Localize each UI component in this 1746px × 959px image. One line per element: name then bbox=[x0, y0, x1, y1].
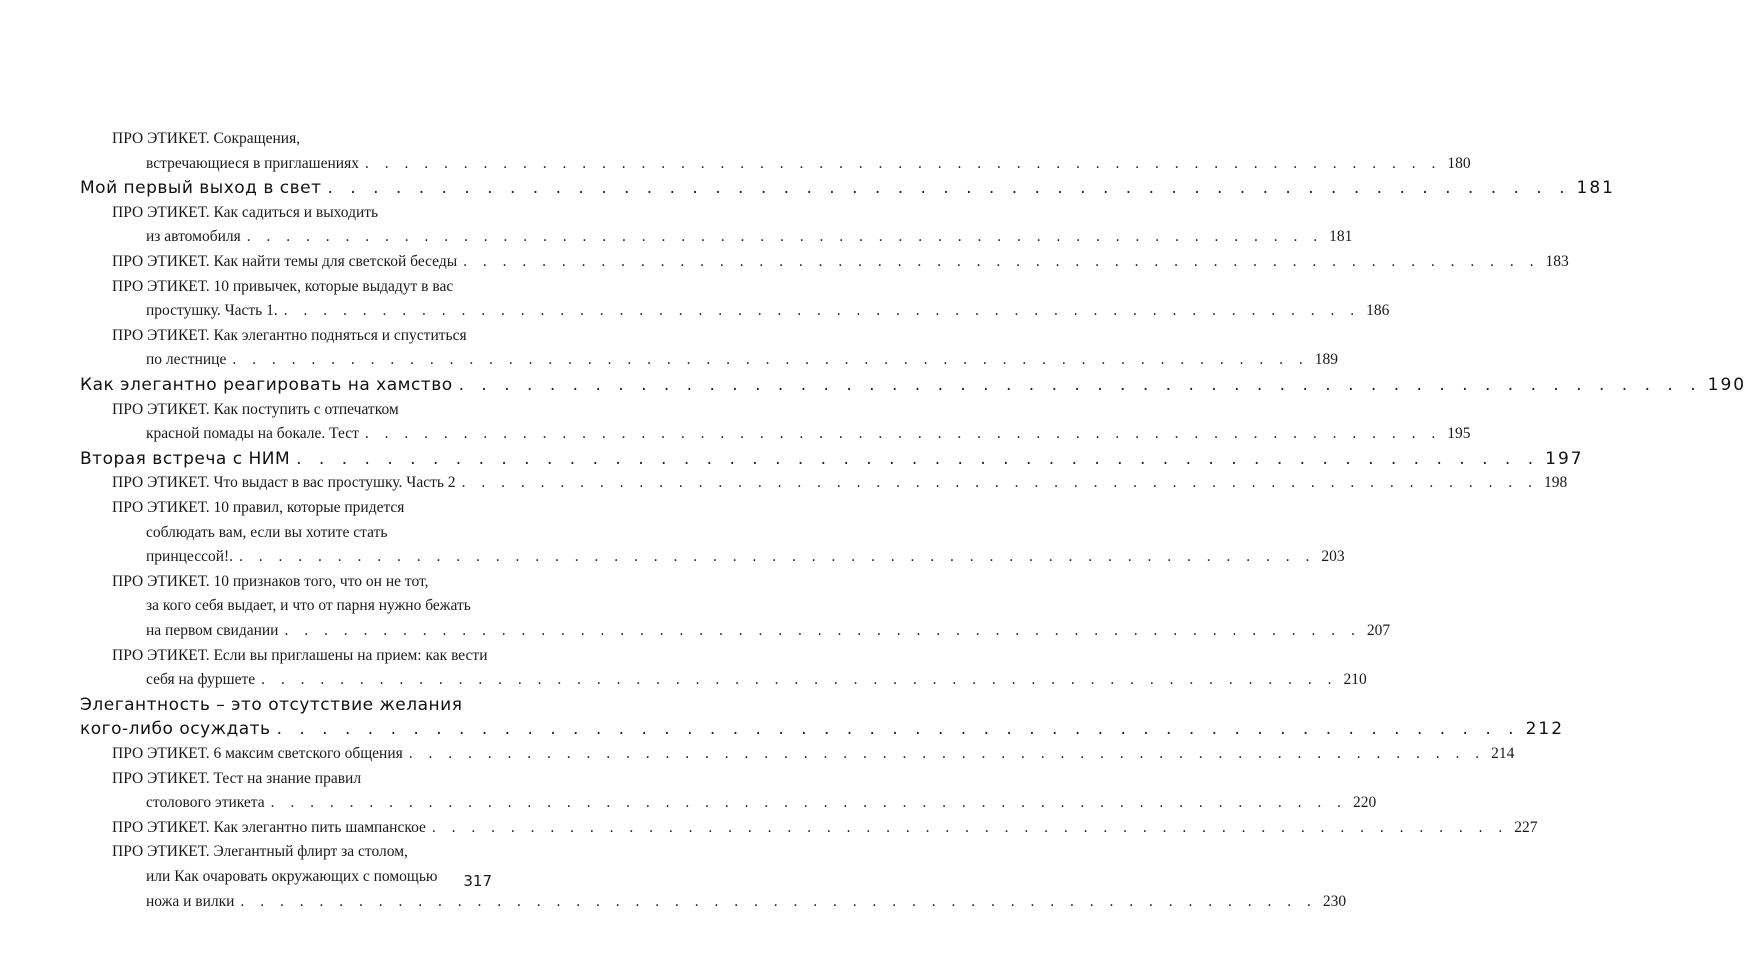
leader-dots: . . . . . . . . . . . . . . . . . . . . . . . . . . . . . . . . . . . . . . . . . . . . . . . . . . . . . . . bbox=[458, 375, 1702, 395]
toc-entry-text: ПРО ЭТИКЕТ. Как элегантно подняться и спуститься bbox=[112, 326, 467, 344]
toc-entry-text: ПРО ЭТИКЕТ. Как поступить с отпечатком bbox=[112, 400, 399, 418]
toc-page-number: 180 bbox=[1447, 154, 1471, 172]
toc-page-number: 227 bbox=[1514, 818, 1538, 836]
toc-page-number: 214 bbox=[1491, 745, 1515, 762]
toc-entry-line bbox=[112, 816, 1538, 840]
toc-entry-continuation bbox=[146, 299, 1390, 323]
leader-dots: . . . . . . . . . . . . . . . . . . . . . . . . . . . . . . . . . . . . . . . . . . . . . . . . . . . . . . . bbox=[408, 745, 1486, 762]
toc-entry-continuation bbox=[146, 890, 1347, 914]
toc-entry-text: кого-либо осуждать bbox=[80, 719, 271, 740]
toc-entry-text: ПРО ЭТИКЕТ. 10 привычек, которые выдадут в вас bbox=[112, 277, 454, 295]
toc-entry-text: за кого себя выдает, и что от парня нужно бежать bbox=[146, 597, 471, 615]
toc-entry-continuation bbox=[146, 521, 387, 545]
toc-entry-text: красной помады на бокале. Тест bbox=[146, 425, 359, 443]
toc-entry-text: ПРО ЭТИКЕТ. 10 правил, которые придется bbox=[112, 499, 405, 516]
toc-entry-text: себя на фуршете bbox=[146, 671, 256, 689]
toc-entry-continuation bbox=[146, 668, 1367, 692]
toc-entry-line bbox=[112, 201, 378, 225]
toc-entry-line bbox=[112, 471, 1568, 495]
toc-entry-text: на первом свидании bbox=[146, 622, 279, 639]
toc-entry-text: ножа и вилки bbox=[146, 892, 235, 910]
toc-entry-text: ПРО ЭТИКЕТ. Как элегантно пить шампанское bbox=[112, 818, 426, 836]
toc-entry-text: Вторая встреча с НИМ bbox=[80, 448, 291, 469]
toc-entry-text: или Как очаровать окружающих с помощью bbox=[146, 868, 438, 885]
toc-entry-text: столового этикета bbox=[146, 794, 265, 812]
toc-entry-text: Мой первый выход в свет bbox=[80, 178, 322, 199]
toc-entry-continuation bbox=[146, 422, 1471, 446]
toc-entry-line bbox=[112, 644, 488, 668]
toc-entry-text: ПРО ЭТИКЕТ. Тест на знание правил bbox=[112, 769, 362, 787]
toc-section-line bbox=[80, 373, 1746, 397]
toc-page-number: 195 bbox=[1447, 425, 1471, 443]
leader-dots: . . . . . . . . . . . . . . . . . . . . . . . . . . . . . . . . . . . . . . . . . . . . . . . . . . . . . . . bbox=[246, 228, 1324, 246]
leader-dots: . . . . . . . . . . . . . . . . . . . . . . . . . . . . . . . . . . . . . . . . . . . . . . . . . . . . . . . bbox=[431, 818, 1509, 836]
toc-section-line bbox=[80, 176, 1615, 200]
toc-page-number: 181 bbox=[1329, 228, 1353, 246]
leader-dots: . . . . . . . . . . . . . . . . . . . . . . . . . . . . . . . . . . . . . . . . . . . . . . . . . . . . . . . bbox=[364, 154, 1442, 172]
toc-entry-line bbox=[112, 570, 429, 594]
leader-dots: . . . . . . . . . . . . . . . . . . . . . . . . . . . . . . . . . . . . . . . . . . . . . . . . . . . . . . . bbox=[284, 622, 1361, 639]
toc-page-number: 183 bbox=[1545, 253, 1569, 270]
toc-page-number: 198 bbox=[1543, 474, 1568, 492]
toc-entry-line bbox=[112, 767, 361, 791]
toc-entry-text: из автомобиля bbox=[146, 228, 241, 246]
page-number: 317 bbox=[463, 872, 492, 890]
toc-entry-continuation bbox=[146, 791, 1377, 815]
toc-entry-text: ПРО ЭТИКЕТ. Элегантный флирт за столом, bbox=[112, 843, 408, 861]
toc-page-number: 197 bbox=[1545, 448, 1584, 469]
leader-dots: . . . . . . . . . . . . . . . . . . . . . . . . . . . . . . . . . . . . . . . . . . . . . . . . . . . . . . . bbox=[276, 719, 1520, 740]
toc-page-number: 181 bbox=[1576, 178, 1615, 199]
toc-entry-text: ПРО ЭТИКЕТ. 6 максим светского общения bbox=[112, 745, 403, 762]
toc-entry-line bbox=[112, 742, 1515, 766]
leader-dots: . . . . . . . . . . . . . . . . . . . . . . . . . . . . . . . . . . . . . . . . . . . . . . . . . . . . . . . bbox=[261, 671, 1338, 689]
leader-dots: . . . . . . . . . . . . . . . . . . . . . . . . . . . . . . . . . . . . . . . . . . . . . . . . . . . . . . . bbox=[240, 892, 1317, 910]
toc-entry-text: принцессой!. bbox=[146, 548, 234, 566]
toc-page-number: 210 bbox=[1343, 671, 1367, 689]
toc-entry-text: Как элегантно реагировать на хамство bbox=[80, 375, 453, 395]
toc-entry-line bbox=[112, 398, 399, 422]
toc-section-line bbox=[80, 717, 1565, 741]
toc-page-number: 203 bbox=[1321, 548, 1345, 566]
toc-entry-line bbox=[112, 840, 408, 864]
toc-entry-continuation bbox=[146, 865, 438, 889]
toc-page-number: 186 bbox=[1366, 302, 1390, 320]
leader-dots: . . . . . . . . . . . . . . . . . . . . . . . . . . . . . . . . . . . . . . . . . . . . . . . . . . . . . . . bbox=[283, 302, 1361, 320]
toc-entry-continuation bbox=[146, 348, 1338, 372]
toc-page-number: 220 bbox=[1353, 794, 1377, 812]
toc-entry-text: ПРО ЭТИКЕТ. Что выдаст в вас простушку. Часть 2 bbox=[112, 474, 456, 492]
toc-entry-text: ПРО ЭТИКЕТ. Сокращения, bbox=[112, 130, 301, 147]
toc-entry-continuation bbox=[146, 619, 1391, 643]
toc-entry-text: ПРО ЭТИКЕТ. Как найти темы для светской беседы bbox=[112, 253, 458, 270]
toc-page-number: 212 bbox=[1525, 719, 1565, 740]
leader-dots: . . . . . . . . . . . . . . . . . . . . . . . . . . . . . . . . . . . . . . . . . . . . . . . . . . . . . . . bbox=[232, 351, 1309, 369]
toc-entry-continuation bbox=[146, 545, 1345, 569]
toc-entry-continuation bbox=[146, 225, 1353, 249]
toc-entry-text: по лестнице bbox=[146, 351, 227, 369]
toc-entry-line bbox=[112, 324, 467, 348]
toc-entry-line bbox=[112, 496, 404, 520]
toc-entry-line bbox=[112, 127, 300, 151]
toc-entry-continuation bbox=[146, 152, 1471, 176]
toc-entry-text: ПРО ЭТИКЕТ. Как садиться и выходить bbox=[112, 203, 379, 221]
leader-dots: . . . . . . . . . . . . . . . . . . . . . . . . . . . . . . . . . . . . . . . . . . . . . . . . . . . . . . . bbox=[239, 548, 1316, 566]
toc-entry-text: встречающиеся в приглашениях bbox=[146, 154, 359, 172]
toc-section-line bbox=[80, 693, 462, 717]
leader-dots: . . . . . . . . . . . . . . . . . . . . . . . . . . . . . . . . . . . . . . . . . . . . . . . . . . . . . . . bbox=[327, 178, 1571, 199]
toc-section-line bbox=[80, 447, 1584, 471]
toc-entry-continuation bbox=[146, 594, 471, 618]
leader-dots: . . . . . . . . . . . . . . . . . . . . . . . . . . . . . . . . . . . . . . . . . . . . . . . . . . . . . . . bbox=[461, 474, 1538, 492]
toc-entry-text: Элегантность – это отсутствие желания bbox=[80, 694, 463, 715]
leader-dots: . . . . . . . . . . . . . . . . . . . . . . . . . . . . . . . . . . . . . . . . . . . . . . . . . . . . . . . bbox=[296, 448, 1540, 469]
toc-entry-text: соблюдать вам, если вы хотите стать bbox=[146, 523, 388, 541]
leader-dots: . . . . . . . . . . . . . . . . . . . . . . . . . . . . . . . . . . . . . . . . . . . . . . . . . . . . . . . bbox=[364, 425, 1442, 443]
toc-page-number: 230 bbox=[1322, 892, 1347, 910]
toc-entry-line bbox=[112, 250, 1569, 274]
toc-entry-text: ПРО ЭТИКЕТ. Если вы приглашены на прием: как вести bbox=[112, 646, 488, 664]
toc-page-number: 189 bbox=[1314, 351, 1338, 369]
toc-page-number: 207 bbox=[1366, 622, 1391, 639]
toc-entry-line bbox=[112, 275, 453, 299]
toc-page-number: 190 bbox=[1707, 375, 1746, 395]
leader-dots: . . . . . . . . . . . . . . . . . . . . . . . . . . . . . . . . . . . . . . . . . . . . . . . . . . . . . . . bbox=[463, 253, 1540, 270]
leader-dots: . . . . . . . . . . . . . . . . . . . . . . . . . . . . . . . . . . . . . . . . . . . . . . . . . . . . . . . bbox=[270, 794, 1348, 812]
toc-entry-text: ПРО ЭТИКЕТ. 10 признаков того, что он не тот, bbox=[112, 572, 429, 590]
toc-entry-text: простушку. Часть 1. bbox=[146, 302, 278, 320]
